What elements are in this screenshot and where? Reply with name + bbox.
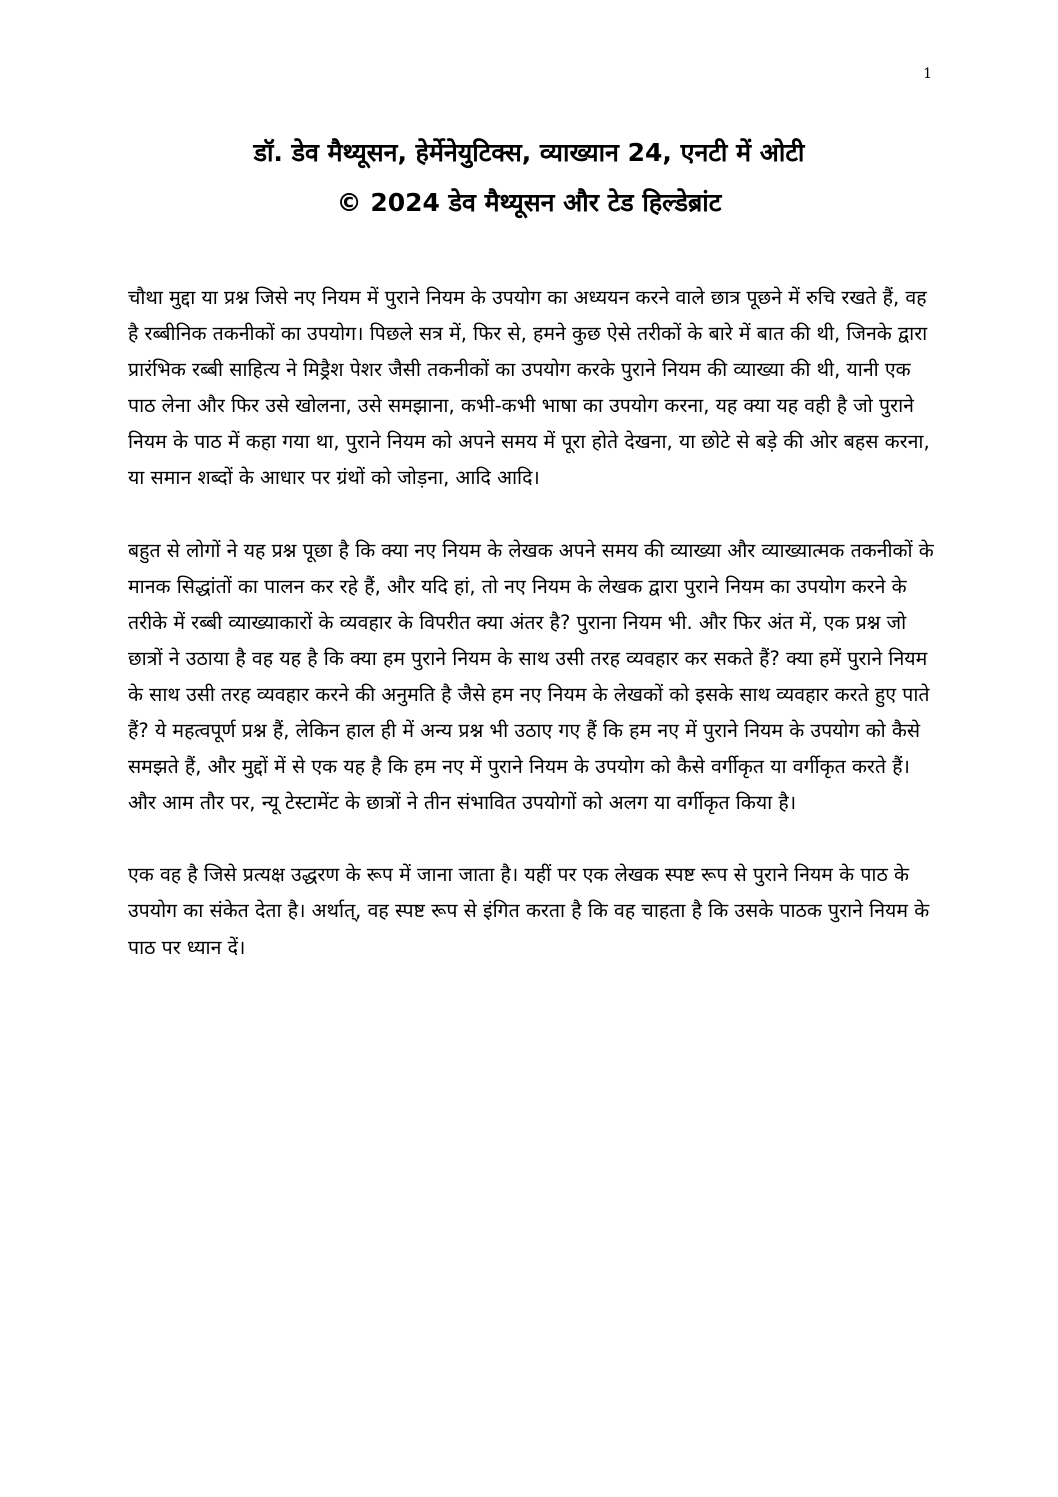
paragraph-1: चौथा मुद्दा या प्रश्न जिसे नए नियम में पुराने नियम के उपयोग का अध्ययन करने वाले छात्र पूछने में रुचि रखते हैं, वह है रब्बीनिक तकनीकों का उपयोग। पिछले सत्र में, फिर से, हमने कुछ ऐसे तरीकों के बारे में बात की थी, जिनके द्वारा प्रारंभिक रब्बी साहित्य ने मिड्रैश पेशर जैसी तकनीकों का उपयोग करके पुराने नियम की व्याख्या की थी, यानी एक पाठ लेना और फिर उसे खोलना, उसे समझाना, कभी-कभी भाषा का उपयोग करना, यह क्या यह वही है जो पुराने नियम के पाठ में कहा गया था, पुराने नियम को अपने समय में पूरा होते देखना, या छोटे से बड़े की ओर बहस करना, या समान शब्दों के आधार पर ग्रंथों को जोड़ना, आदि आदि। [128,286,930,490]
paragraph-3: एक वह है जिसे प्रत्यक्ष उद्धरण के रूप में जाना जाता है। यहीं पर एक लेखक स्पष्ट रूप से पुराने नियम के पाठ के उपयोग का संकेत देता है। अर्थात्, वह स्पष्ट रूप से इंगित करता है कि वह चाहता है कि उसके पाठक पुराने नियम के पाठ पर ध्यान दें। [128,863,930,959]
document-header [0,128,1058,228]
copyright-line: © 2024 डेव मैथ्यूसन और टेड हिल्डेब्रांट [336,188,722,217]
paragraph-2: बहुत से लोगों ने यह प्रश्न पूछा है कि क्या नए नियम के लेखक अपने समय की व्याख्या और व्याख्यात्मक तकनीकों के मानक सिद्धांतों का पालन कर रहे हैं, और यदि हां, तो नए नियम के लेखक द्वारा पुराने नियम का उपयोग करने के तरीके में रब्बी व्याख्याकारों के व्यवहार के विपरीत क्या अंतर है? पुराना नियम भी. और फिर अंत में, एक प्रश्न जो छात्रों ने उठाया है वह यह है कि क्या हम पुराने नियम के साथ उसी तरह व्यवहार कर सकते हैं? क्या हमें पुराने नियम के साथ उसी तरह व्यवहार करने की अनुमति है जैसे हम नए नियम के लेखकों को इसके साथ व्यवहार करते हुए पाते हैं? ये महत्वपूर्ण प्रश्न हैं, लेकिन हाल ही में अन्य प्रश्न भी उठाए गए हैं कि हम नए में पुराने नियम के उपयोग को कैसे समझते हैं, और मुद्दों में से एक यह है कि हम नए में पुराने नियम के उपयोग को कैसे वर्गीकृत या वर्गीकृत करते हैं। और आम तौर पर, न्यू टेस्टामेंट के छात्रों ने तीन संभावित उपयोगों को अलग या वर्गीकृत किया है। [128,538,934,815]
document-title: डॉ. डेव मैथ्यूसन, हेर्मेनेयुटिक्स, व्याख्यान 24, एनटी में ओटी [253,138,805,167]
document-body [128,280,943,1002]
page-number: 1 [923,66,932,82]
